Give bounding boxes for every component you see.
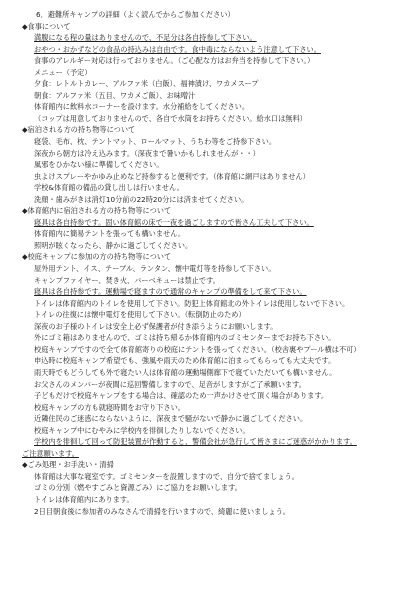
text-line: 体育館内に簡易テントを張っても構いません。	[34, 229, 186, 239]
text-line: 体育館内に飲料水コーナーを設けます。水分補給をしてください。	[34, 102, 250, 112]
text-line: 虫よけスプレーやかゆみ止めなど持参すると便利です。（体育館に網戸はありません）	[34, 171, 310, 181]
text-line: おやつ・おかずなどの食品の持込みは自由です。食中毒にならないよう注意して下さい。	[34, 44, 321, 54]
text-line: 子どもだけで校庭キャンプをする場合は、確認のため一声かけさせて頂く場合があります。	[34, 391, 329, 401]
text-line: 学校&体育館の備品の貸し出しは行いません。	[34, 183, 184, 193]
text-line: 洗顔・歯みがきは消灯10分前の22時20分には済ませてください。	[34, 194, 249, 204]
section-heading: ◆体育館内に宿泊される方の持ち物等について	[22, 206, 172, 216]
text-line: トイレは体育館内のトイレを使用して下さい。防犯上体育館北の外トイレは使用しないで下さい。	[34, 298, 350, 308]
text-line: ご注意願います。	[22, 448, 79, 458]
text-line: トイレは体育館内にあります。	[34, 494, 134, 504]
section-heading: ◆校庭キャンプに参加の方の持ち物等について	[22, 252, 172, 262]
text-line: 食事のアレルギー対応は行っておりません。（ご心配な方はお弁当を持参して下さい。）	[34, 56, 315, 66]
text-line: 校庭キャンプですので全て体育館寄りの校庭にテントを張ってください。（校舎裏やプール横は不可）	[34, 344, 361, 354]
text-line: （コップは用意しておりませんので、各自で水筒をお持ちください。給水口は無料）	[34, 113, 307, 123]
document-body	[22, 21, 408, 518]
text-line: 雨天時でもどうしても外で寝たい人は体育館の運動場側廊下で寝ていただいても構いません。	[34, 367, 337, 377]
section-heading: ◆ごみ処理・お手洗い・清掃	[22, 460, 114, 470]
text-line: 2日目朝食後に参加者のみなさんで清掃を行いますので、綺麗に使いましょう。	[34, 506, 290, 516]
text-line: ゴミの分別（燃やすごみと資源ごみ）にご協力をお願いします。	[34, 483, 242, 493]
text-line: 外にゴミ箱はありませんので、ゴミは持ち帰るか体育館内のゴミセンターまでお持ち下さい。	[34, 333, 336, 343]
text-line: 夕食：レトルトカレー、アルファ米（白飯）、福神漬け、ワカメスープ	[34, 79, 259, 89]
text-line: メニュー（予定）	[34, 67, 92, 77]
text-line: 深夜のお子様のトイレは安全上必ず保護者が付き添うようにお願いします。	[34, 321, 278, 331]
text-line: 深夜から朝方は冷え込みます。（深夜まで暑いかもしれませんが・・）	[34, 148, 260, 158]
text-line: 近隣住民のご迷惑にならないように、深夜まで騒がないで静かに過ごしてください。	[34, 414, 308, 424]
text-line: 風邪をひかない様に準備してください。	[34, 160, 164, 170]
text-line: 学校内を徘徊して回って防犯装置が作動すると、警備会社が急行して皆さまにご迷惑がかかります。	[34, 437, 357, 447]
section-title: 6．避難所キャンプの詳細（よく読んでからご参加ください）	[36, 10, 235, 19]
text-line: 校庭キャンプ中にむやみに学校内を徘徊したりしないでください。	[34, 425, 250, 435]
text-line: キャンプファイヤー、焚き火、バーベキューは禁止です。	[34, 275, 220, 285]
section-heading: ◆食事について	[22, 21, 71, 31]
text-line: お父さんのメンバーが夜間に巡回警備しますので、足音がしますがご了承願います。	[34, 379, 306, 389]
text-line: 朝食：アルファ米（五目、ワカメご飯）、お味噌汁	[34, 90, 196, 100]
text-line: 申込時に校庭キャンプ希望でも、強風や雨天のため体育館に泊まってもらっても大丈夫です。	[34, 356, 336, 366]
text-line: 寝袋、毛布、枕、テントマット、ロールマット、うちわ等をご持参下さい。	[34, 137, 277, 147]
section-heading: ◆宿泊される方の持ち物等について	[22, 125, 136, 135]
text-line: 寝具は各自持参です。運動場で寝ますので通常のキャンプの準備をして来て下さい。	[34, 287, 307, 297]
text-line: トイレの往復には懐中電灯を使用して下さい。（転倒防止のため）	[34, 310, 246, 320]
text-line: 校庭キャンプの方も就寝時間をお守り下さい。	[34, 402, 185, 412]
text-line: 体育館は大事な寝室です。ゴミセンターを設置しますので、自分で捨てましょう。	[34, 471, 299, 481]
text-line: 寝具は各自持参です。固い体育館の床で一夜を過ごしますので皆さん工夫して下さい。	[34, 217, 314, 227]
text-line: 屋外用テント、イス、テーブル、ランタン、懐中電灯等を持参して下さい。	[34, 264, 276, 274]
text-line: 照明が眩くなったら、静かに過ごしてください。	[34, 240, 193, 250]
text-line: 満腹になる程の量はありませんので、不足分は各自持参して下さい。	[34, 33, 257, 43]
